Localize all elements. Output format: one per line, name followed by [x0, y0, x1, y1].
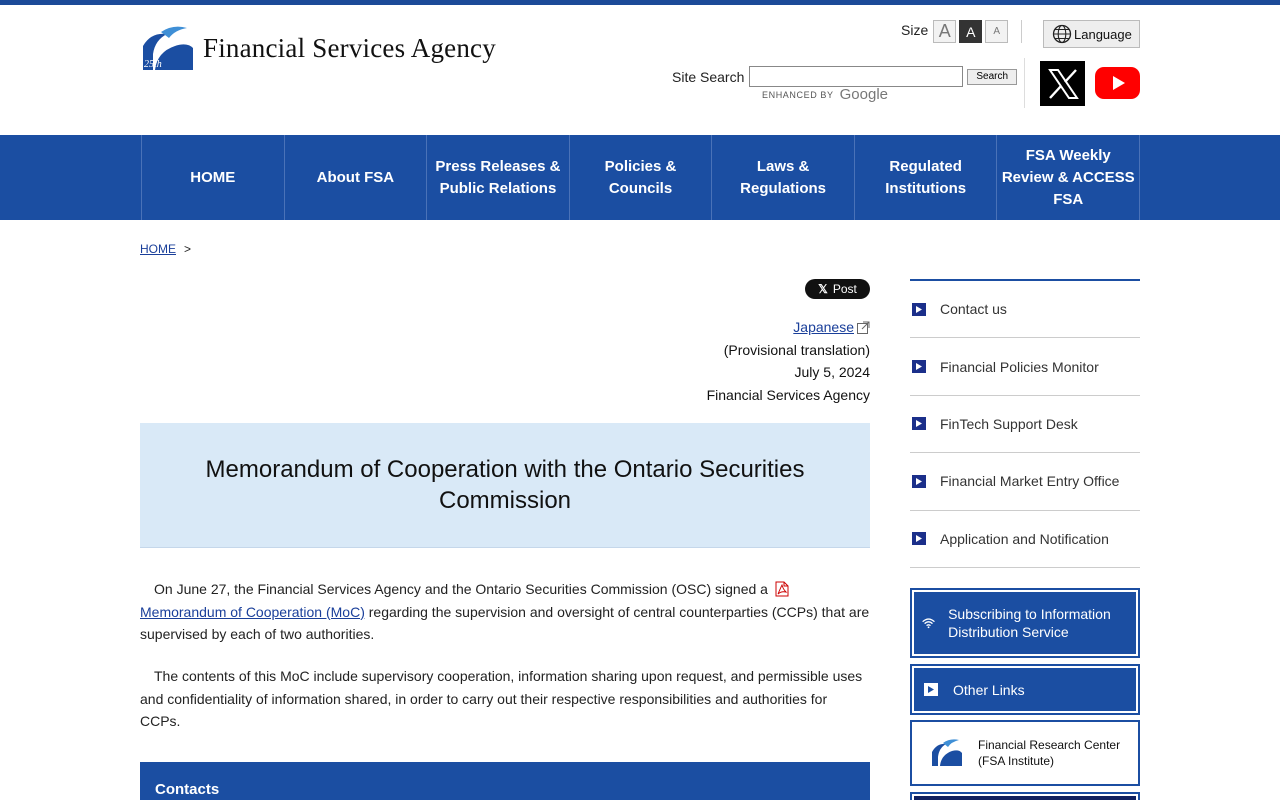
sidebar-item-label: Application and Notification: [940, 530, 1109, 547]
other-links-label: Other Links: [953, 681, 1025, 698]
x-post-button[interactable]: [805, 279, 870, 299]
nav-laws-regulations[interactable]: Laws & Regulations: [712, 135, 855, 220]
sidebar-item-label: Financial Policies Monitor: [940, 358, 1099, 375]
wifi-icon: [922, 615, 935, 631]
p1-text-after: regarding the supervision and oversight of central counterparties (CCPs) that are supervised by each of two authorities.: [140, 603, 870, 642]
pdf-icon: [774, 581, 790, 597]
sidebar-item-label: Financial Market Entry Office: [940, 473, 1120, 490]
breadcrumb-separator: >: [184, 242, 192, 256]
x-social-button[interactable]: [1040, 61, 1085, 106]
enhanced-by-label: ENHANCED BY: [762, 89, 834, 100]
font-size-large-button[interactable]: A: [933, 20, 956, 43]
fsa-logo[interactable]: [141, 24, 496, 72]
search-label: Site Search: [672, 68, 745, 85]
sidebar-item-fintech-support-desk[interactable]: [910, 396, 1140, 453]
moc-pdf-link[interactable]: Memorandum of Cooperation (MoC): [140, 603, 365, 620]
language-label: Language: [1074, 26, 1132, 42]
globe-icon: [1052, 24, 1072, 44]
font-size-small-button[interactable]: A: [985, 20, 1008, 43]
sidebar-item-application-notification[interactable]: [910, 511, 1140, 568]
article-agency: Financial Services Agency: [706, 386, 870, 403]
size-label: Size: [901, 22, 929, 38]
arrow-right-icon: [912, 360, 926, 373]
header-divider: [1021, 20, 1022, 43]
sidebar-links: [910, 279, 1140, 568]
nav-policies-councils[interactable]: Policies & Councils: [570, 135, 713, 220]
breadcrumb-home-link[interactable]: HOME: [140, 242, 176, 256]
frc-line1: Financial Research Center: [978, 738, 1121, 752]
frc-line2: (FSA Institute): [978, 754, 1055, 768]
article-meta: [707, 316, 870, 406]
google-label: Google: [839, 86, 888, 103]
provisional-translation: (Provisional translation): [723, 341, 870, 358]
x-small-icon: 𝕏: [818, 282, 828, 296]
subscribe-button[interactable]: [910, 588, 1140, 658]
top-accent-bar: [0, 0, 1280, 5]
sidebar-item-financial-policies-monitor[interactable]: [910, 338, 1140, 395]
nav-weekly-review[interactable]: FSA Weekly Review & ACCESS FSA: [997, 135, 1140, 220]
youtube-button[interactable]: [1095, 67, 1140, 99]
enhanced-by-google: [762, 86, 888, 103]
other-links-button[interactable]: [910, 664, 1140, 715]
font-size-controls: [901, 20, 1011, 43]
article-paragraph-1: [140, 578, 870, 646]
arrow-right-icon: [912, 532, 926, 545]
search-input[interactable]: [749, 66, 963, 87]
subscribe-label: Subscribing to Information Distribution Service: [948, 606, 1111, 640]
sidebar-item-label: FinTech Support Desk: [940, 415, 1078, 432]
nav-regulated-institutions[interactable]: Regulated Institutions: [855, 135, 998, 220]
p1-text-before: On June 27, the Financial Services Agency and the Ontario Securities Commission (OSC) signed a: [154, 581, 768, 597]
search-button[interactable]: Search: [967, 69, 1017, 85]
svg-text:25th: 25th: [144, 59, 162, 70]
logo-text: Financial Services Agency: [203, 32, 496, 63]
nav-about-fsa[interactable]: About FSA: [285, 135, 428, 220]
nav-press-releases[interactable]: Press Releases & Public Relations: [427, 135, 570, 220]
external-link-icon: [857, 321, 870, 334]
arrow-right-icon: [924, 683, 938, 696]
font-size-medium-button[interactable]: A: [959, 20, 982, 43]
header-divider-2: [1024, 58, 1025, 108]
article-paragraph-2: The contents of this MoC include supervisory cooperation, information sharing upon request, and permissible uses and confidentiality of information shared, in order to carry out their respective responsibilities and authorities for CCPs.: [140, 668, 863, 729]
frc-label: [978, 737, 1120, 769]
language-button[interactable]: [1043, 20, 1140, 48]
breadcrumb: [140, 242, 191, 256]
sidebar-banner-partial[interactable]: [910, 792, 1140, 800]
article-title: Memorandum of Cooperation with the Ontario Securities Commission: [205, 456, 805, 514]
article-date: July 5, 2024: [794, 364, 870, 380]
fsa-logo-mark-icon: [141, 24, 195, 72]
arrow-right-icon: [912, 475, 926, 488]
nav-home[interactable]: HOME: [142, 135, 285, 220]
arrow-right-icon: [912, 417, 926, 430]
arrow-right-icon: [912, 303, 926, 316]
main-navigation: [0, 135, 1280, 220]
contacts-heading: Contacts: [140, 762, 870, 800]
site-search: [672, 66, 1017, 87]
x-post-label: Post: [832, 282, 857, 296]
sidebar-item-market-entry-office[interactable]: [910, 453, 1140, 510]
japanese-link[interactable]: Japanese: [793, 319, 854, 335]
sidebar-item-contact-us[interactable]: [910, 281, 1140, 338]
article-title-box: [140, 423, 870, 548]
sidebar-item-label: Contact us: [940, 301, 1007, 318]
youtube-icon: [1095, 67, 1140, 99]
financial-research-center-button[interactable]: [910, 720, 1140, 786]
x-logo-icon: [1046, 67, 1080, 101]
fsa-institute-logo-icon: [930, 738, 964, 768]
